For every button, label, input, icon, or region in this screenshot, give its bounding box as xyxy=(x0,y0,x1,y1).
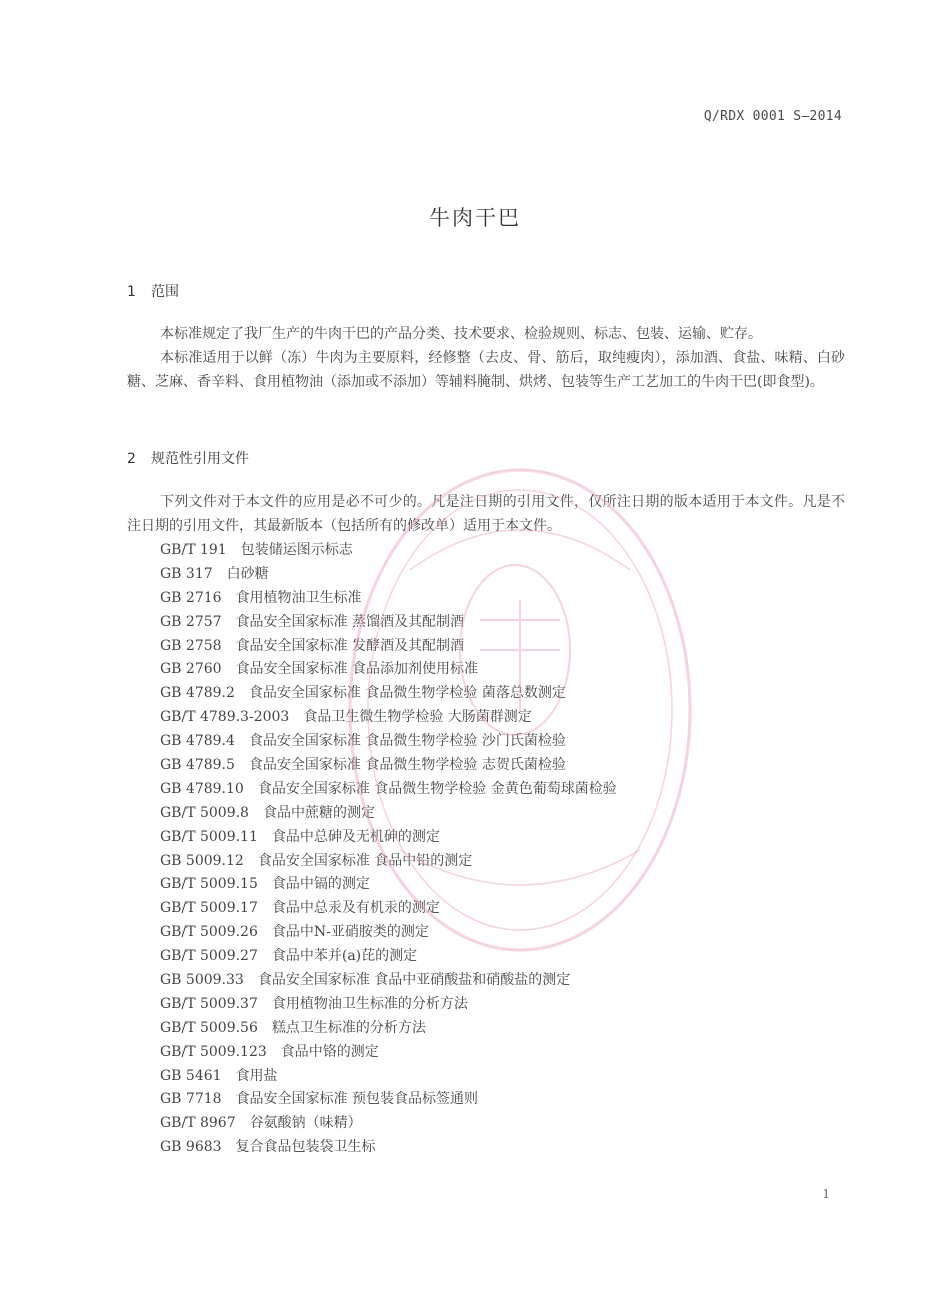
section-2-body xyxy=(127,490,845,538)
reference-item xyxy=(160,754,617,778)
reference-item xyxy=(160,921,617,945)
reference-title: 食品安全国家标准 食品微生物学检验 志贺氏菌检验 xyxy=(248,757,566,774)
reference-item xyxy=(160,778,617,802)
reference-item xyxy=(160,563,617,587)
reference-title: 食品安全国家标准 蒸馏酒及其配制酒 xyxy=(235,613,465,630)
reference-code: GB/T 5009.37 xyxy=(160,995,258,1012)
reference-title: 复合食品包装袋卫生标 xyxy=(235,1139,376,1156)
reference-code: GB/T 5009.17 xyxy=(160,900,258,917)
reference-title: 食品卫生微生物学检验 大肠菌群测定 xyxy=(303,709,532,726)
reference-code: GB 2757 xyxy=(160,613,222,630)
reference-title: 白砂糖 xyxy=(226,565,269,582)
reference-title: 食品安全国家标准 食品中铅的测定 xyxy=(257,852,473,869)
reference-code: GB 5461 xyxy=(160,1067,222,1084)
reference-item xyxy=(160,802,617,826)
reference-title: 食品安全国家标准 食品添加剂使用标准 xyxy=(235,661,479,678)
reference-title: 食品安全国家标准 发酵酒及其配制酒 xyxy=(235,637,465,654)
reference-item xyxy=(160,1065,617,1089)
reference-item xyxy=(160,1112,617,1136)
reference-title: 食品安全国家标准 预包装食品标签通则 xyxy=(235,1091,479,1108)
section-1-heading xyxy=(127,281,179,301)
reference-code: GB 9683 xyxy=(160,1139,222,1156)
reference-item xyxy=(160,611,617,635)
reference-title: 食品中蔗糖的测定 xyxy=(262,804,375,821)
reference-title: 食品中总砷及无机砷的测定 xyxy=(271,828,440,845)
reference-item xyxy=(160,897,617,921)
reference-item xyxy=(160,850,617,874)
document-title: 牛肉干巴 xyxy=(429,206,521,230)
reference-code: GB/T 8967 xyxy=(160,1115,236,1132)
reference-code: GB 5009.12 xyxy=(160,852,244,869)
reference-title: 食品安全国家标准 食品微生物学检验 菌落总数测定 xyxy=(248,685,566,702)
reference-item xyxy=(160,706,617,730)
reference-title: 食品安全国家标准 食品微生物学检验 沙门氏菌检验 xyxy=(248,733,566,750)
reference-item xyxy=(160,682,617,706)
reference-title: 食用植物油卫生标准 xyxy=(235,589,362,606)
reference-code: GB 317 xyxy=(160,565,213,582)
reference-title: 糕点卫生标准的分析方法 xyxy=(271,1019,426,1036)
reference-code: GB/T 5009.8 xyxy=(160,804,249,821)
page-number: 1 xyxy=(822,1187,830,1201)
reference-item xyxy=(160,1017,617,1041)
reference-code: GB/T 191 xyxy=(160,542,227,558)
reference-code: GB 4789.4 xyxy=(160,733,235,750)
reference-code: GB 7718 xyxy=(160,1091,222,1108)
section-2-heading xyxy=(127,448,249,468)
reference-title: 食用植物油卫生标准的分析方法 xyxy=(271,995,468,1012)
reference-code: GB/T 5009.123 xyxy=(160,1043,267,1060)
paragraph: 下列文件对于本文件的应用是必不可少的。凡是注日期的引用文件，仅所注日期的版本适用于本文件。凡是不注日期的引用文件，其最新版本（包括所有的修改单）适用于本文件。 xyxy=(127,494,845,534)
reference-code: GB 2760 xyxy=(160,661,222,678)
section-1-body xyxy=(127,322,845,394)
reference-title: 食品中苯并(a)芘的测定 xyxy=(271,948,418,965)
reference-code: GB/T 5009.15 xyxy=(160,876,258,893)
section-title: 范围 xyxy=(151,284,179,300)
reference-item xyxy=(160,730,617,754)
reference-item xyxy=(160,873,617,897)
reference-item xyxy=(160,658,617,682)
reference-item xyxy=(160,587,617,611)
reference-code: GB/T 4789.3-2003 xyxy=(160,709,290,726)
standard-number: Q/RDX 0001 S—2014 xyxy=(703,109,842,124)
reference-code: GB 4789.5 xyxy=(160,757,235,774)
reference-item xyxy=(160,635,617,659)
reference-item xyxy=(160,826,617,850)
reference-item xyxy=(160,1088,617,1112)
reference-item xyxy=(160,945,617,969)
reference-code: GB 2716 xyxy=(160,589,222,606)
section-number: 2 xyxy=(127,451,136,467)
reference-title: 食用盐 xyxy=(235,1067,278,1084)
reference-title: 谷氨酸钠（味精） xyxy=(249,1115,362,1132)
reference-item xyxy=(160,969,617,993)
section-title: 规范性引用文件 xyxy=(151,451,249,467)
reference-title: 食品中N-亚硝胺类的测定 xyxy=(271,924,429,941)
reference-code: GB 4789.10 xyxy=(160,780,244,797)
reference-title: 食品中铬的测定 xyxy=(280,1043,379,1060)
reference-code: GB 5009.33 xyxy=(160,972,244,989)
section-number: 1 xyxy=(127,284,136,300)
paragraph: 本标准规定了我厂生产的牛肉干巴的产品分类、技术要求、检验规则、标志、包装、运输、贮存。 xyxy=(160,326,762,342)
reference-title: 食品中总汞及有机汞的测定 xyxy=(271,900,440,917)
reference-code: GB/T 5009.56 xyxy=(160,1019,258,1036)
reference-title: 食品安全国家标准 食品中亚硝酸盐和硝酸盐的测定 xyxy=(257,972,571,989)
paragraph: 本标准适用于以鲜（冻）牛肉为主要原料，经修整（去皮、骨、筋后，取纯瘦肉），添加酒、食盐、味精、白砂糖、芝麻、香辛料、食用植物油（添加或不添加）等辅料腌制、烘烤、包装等生产工艺加工的牛肉干巴(即食型)。 xyxy=(127,350,845,390)
reference-item xyxy=(160,1136,617,1160)
reference-item xyxy=(160,539,617,563)
reference-title: 食品安全国家标准 食品微生物学检验 金黄色葡萄球菌检验 xyxy=(257,780,617,797)
reference-item xyxy=(160,1041,617,1065)
reference-list xyxy=(160,539,617,1160)
reference-code: GB 4789.2 xyxy=(160,685,235,702)
reference-title: 食品中镉的测定 xyxy=(271,876,370,893)
reference-item xyxy=(160,993,617,1017)
reference-code: GB/T 5009.26 xyxy=(160,924,258,941)
reference-title: 包装储运图示标志 xyxy=(240,542,353,558)
reference-code: GB 2758 xyxy=(160,637,222,654)
reference-code: GB/T 5009.11 xyxy=(160,828,258,845)
reference-code: GB/T 5009.27 xyxy=(160,948,258,965)
